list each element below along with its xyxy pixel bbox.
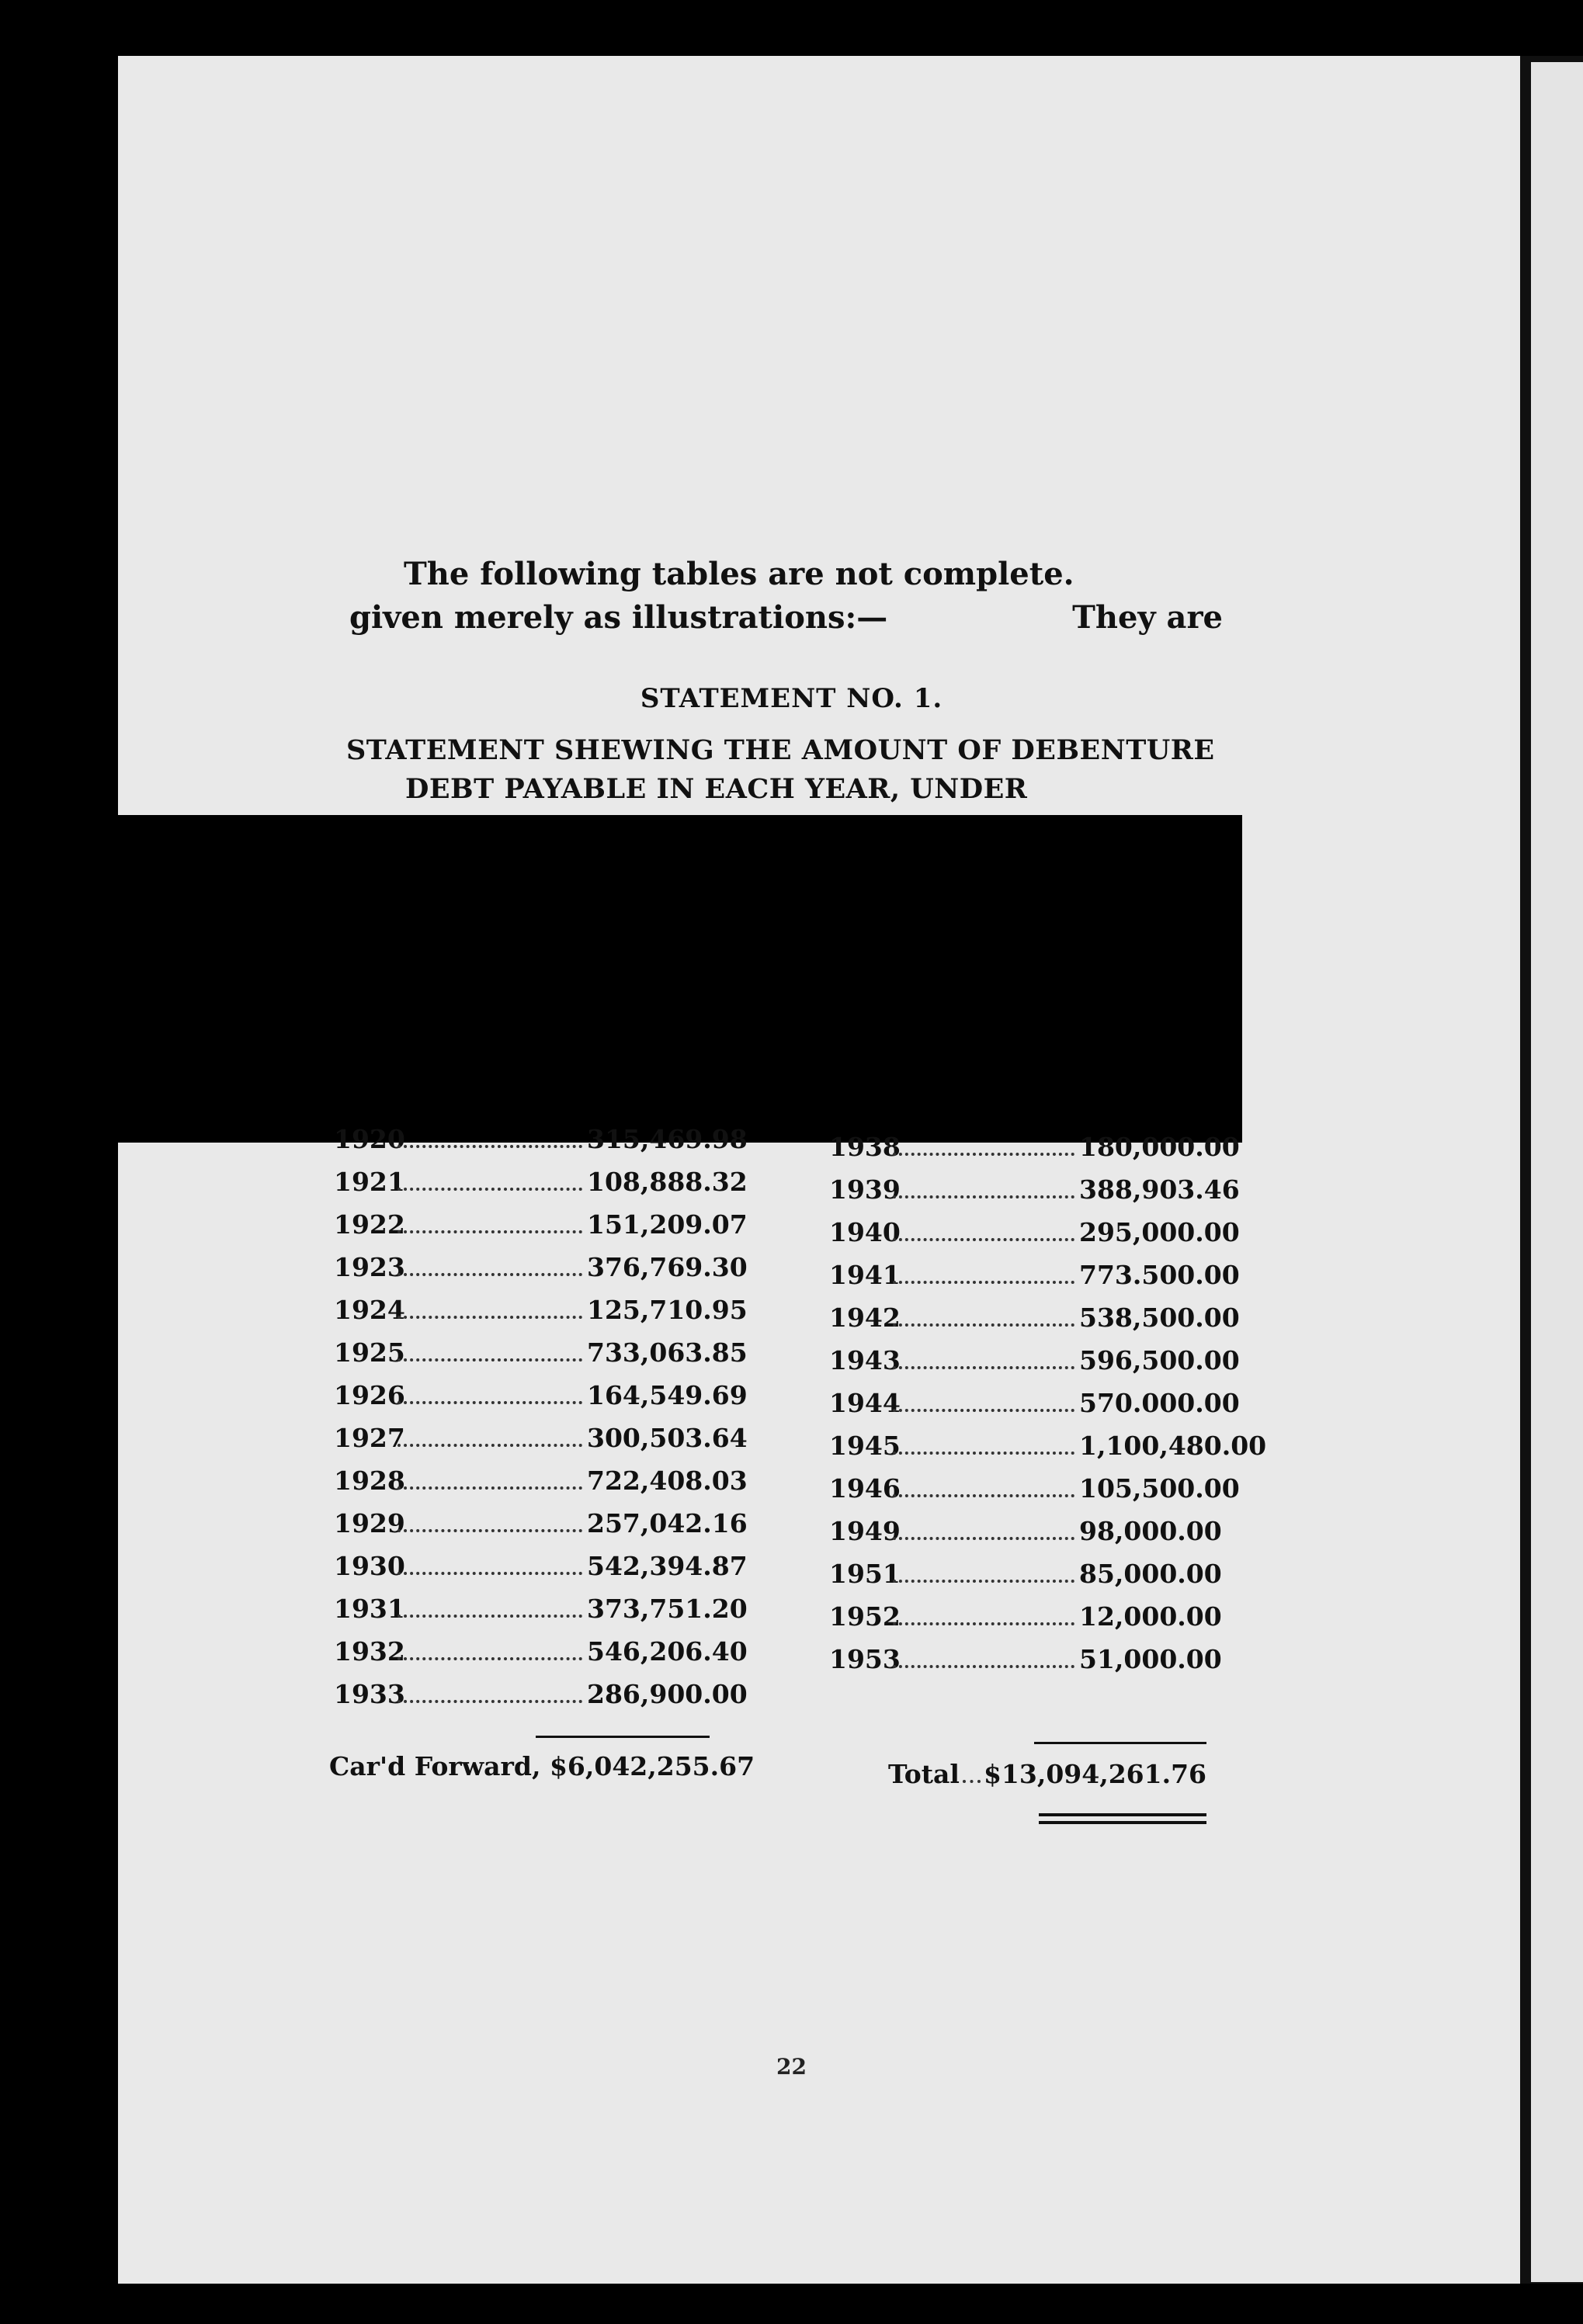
table-row (334, 1594, 748, 1632)
row-amount: 733,063.85 (587, 1337, 748, 1368)
row-year: 1941 (829, 1260, 901, 1290)
row-year: 1953 (829, 1644, 901, 1674)
row-year: 1930 (334, 1551, 405, 1581)
table-row (829, 1601, 1222, 1640)
row-year: 1925 (334, 1337, 405, 1368)
table-row (829, 1302, 1240, 1341)
row-year: 1928 (334, 1466, 405, 1496)
table-row (334, 1423, 748, 1462)
row-amount: 12,000.00 (1079, 1601, 1222, 1632)
statement-heading-line-1: STATEMENT SHEWING THE AMOUNT OF DEBENTURE (346, 734, 1215, 766)
row-year: 1933 (334, 1679, 405, 1709)
row-leader-dots (397, 1401, 582, 1404)
row-year: 1944 (829, 1388, 901, 1418)
table-row (829, 1431, 1267, 1469)
total-double-rule-1 (1039, 1813, 1206, 1816)
row-year: 1923 (334, 1252, 405, 1282)
row-leader-dots (397, 1145, 582, 1148)
row-leader-dots (893, 1323, 1074, 1327)
row-leader-dots (397, 1444, 582, 1447)
table-row (829, 1559, 1222, 1597)
row-amount: 773.500.00 (1079, 1260, 1240, 1290)
page-number: 22 (776, 2054, 807, 2079)
table-row (829, 1388, 1240, 1427)
row-leader-dots (893, 1665, 1074, 1668)
total-label: Total (888, 1759, 960, 1789)
row-leader-dots (893, 1622, 1074, 1625)
row-leader-dots (893, 1153, 1074, 1156)
row-leader-dots (397, 1358, 582, 1361)
row-year: 1949 (829, 1516, 901, 1546)
row-leader-dots (397, 1657, 582, 1660)
row-year: 1924 (334, 1295, 405, 1325)
row-amount: 125,710.95 (587, 1295, 748, 1325)
row-amount: 388,903.46 (1079, 1174, 1240, 1205)
row-amount: 105,500.00 (1079, 1473, 1240, 1504)
row-year: 1929 (334, 1508, 405, 1538)
facing-page-edge (1531, 62, 1583, 2282)
row-year: 1922 (334, 1209, 405, 1240)
row-year: 1921 (334, 1167, 405, 1197)
row-year: 1942 (829, 1302, 901, 1333)
table-row (334, 1679, 748, 1718)
intro-line-1: The following tables are not complete. (404, 556, 1074, 592)
table-row (334, 1252, 748, 1291)
row-amount: 51,000.00 (1079, 1644, 1222, 1674)
row-amount: 542,394.87 (587, 1551, 748, 1581)
document-page (118, 56, 1520, 2284)
row-leader-dots (893, 1452, 1074, 1455)
row-amount: 1,100,480.00 (1079, 1431, 1267, 1461)
row-leader-dots (893, 1494, 1074, 1497)
row-amount: 108,888.32 (587, 1167, 748, 1197)
row-amount: 151,209.07 (587, 1209, 748, 1240)
row-amount: 85,000.00 (1079, 1559, 1222, 1589)
row-leader-dots (893, 1409, 1074, 1412)
row-year: 1952 (829, 1601, 901, 1632)
row-amount: 596,500.00 (1079, 1345, 1240, 1375)
intro-paragraph (349, 553, 1223, 640)
row-leader-dots (397, 1188, 582, 1191)
table-row (829, 1473, 1240, 1512)
table-row (334, 1551, 748, 1590)
subtotal-rule (536, 1736, 710, 1738)
row-year: 1938 (829, 1132, 901, 1162)
row-leader-dots (893, 1238, 1074, 1241)
row-year: 1945 (829, 1431, 901, 1461)
row-amount: 98,000.00 (1079, 1516, 1222, 1546)
table-row (334, 1209, 748, 1248)
table-row (829, 1644, 1222, 1683)
table-row (829, 1217, 1240, 1256)
row-amount: 257,042.16 (587, 1508, 748, 1538)
row-amount: 164,549.69 (587, 1380, 748, 1410)
row-year: 1943 (829, 1345, 901, 1375)
row-amount: 722,408.03 (587, 1466, 748, 1496)
row-year: 1940 (829, 1217, 901, 1247)
row-year: 1927 (334, 1423, 405, 1453)
table-row (334, 1337, 748, 1376)
row-year: 1951 (829, 1559, 901, 1589)
table-row (829, 1174, 1240, 1213)
row-amount: 538,500.00 (1079, 1302, 1240, 1333)
row-amount: 546,206.40 (587, 1636, 748, 1667)
total-rule-top (1034, 1742, 1206, 1744)
total-leader (963, 1759, 981, 1783)
row-amount: 300,503.64 (587, 1423, 748, 1453)
statement-heading-line-2: DEBT PAYABLE IN EACH YEAR, UNDER (405, 773, 1028, 805)
row-amount: 180,000.00 (1079, 1132, 1240, 1162)
table-row (829, 1516, 1222, 1555)
row-leader-dots (397, 1316, 582, 1319)
row-leader-dots (397, 1700, 582, 1703)
row-leader-dots (397, 1486, 582, 1490)
row-leader-dots (893, 1537, 1074, 1540)
table-row (334, 1380, 748, 1419)
statement-title: STATEMENT NO. 1. (640, 683, 943, 714)
carried-forward: Car'd Forward, $6,042,255.67 (329, 1751, 755, 1781)
table-row (829, 1345, 1240, 1384)
row-leader-dots (893, 1366, 1074, 1369)
row-amount: 286,900.00 (587, 1679, 748, 1709)
row-amount: 315,469.98 (587, 1124, 748, 1154)
row-year: 1926 (334, 1380, 405, 1410)
redaction-block (106, 815, 1242, 1143)
intro-line-2: given merely as illustrations:— (349, 599, 888, 636)
table-row (334, 1295, 748, 1334)
table-row (334, 1124, 748, 1163)
row-leader-dots (397, 1529, 582, 1532)
row-leader-dots (893, 1281, 1074, 1284)
row-year: 1932 (334, 1636, 405, 1667)
row-leader-dots (397, 1572, 582, 1575)
table-row (334, 1466, 748, 1504)
row-leader-dots (397, 1273, 582, 1276)
row-amount: 570.000.00 (1079, 1388, 1240, 1418)
row-year: 1931 (334, 1594, 405, 1624)
table-row (334, 1508, 748, 1547)
table-row (829, 1260, 1240, 1299)
table-row (334, 1636, 748, 1675)
row-year: 1946 (829, 1473, 901, 1504)
row-leader-dots (893, 1195, 1074, 1198)
row-amount: 376,769.30 (587, 1252, 748, 1282)
table-row (334, 1167, 748, 1205)
row-year: 1920 (334, 1124, 405, 1154)
row-leader-dots (893, 1580, 1074, 1583)
row-amount: 295,000.00 (1079, 1217, 1240, 1247)
total-row (888, 1759, 1206, 1789)
row-leader-dots (397, 1230, 582, 1233)
intro-line-1-tail: They are (1072, 599, 1223, 636)
total-double-rule-2 (1039, 1821, 1206, 1824)
table-row (829, 1132, 1240, 1171)
row-leader-dots (397, 1615, 582, 1618)
row-amount: 373,751.20 (587, 1594, 748, 1624)
total-amount: $13,094,261.76 (983, 1759, 1206, 1789)
row-year: 1939 (829, 1174, 901, 1205)
